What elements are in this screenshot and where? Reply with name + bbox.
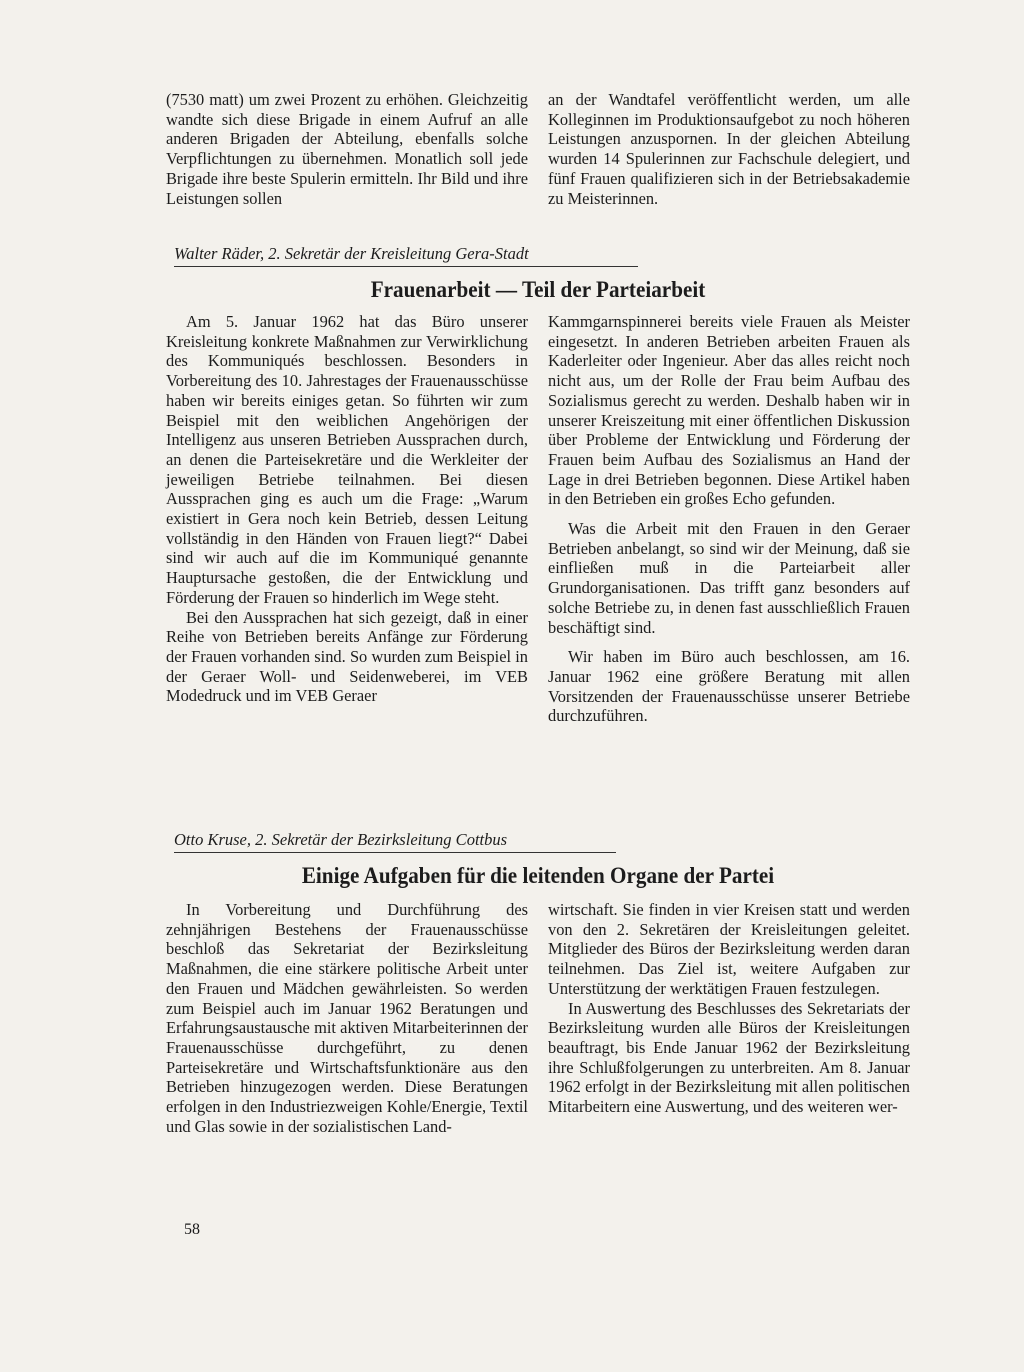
byline-underline [174,852,616,853]
paragraph: (7530 matt) um zwei Prozent zu erhöhen. Gleichzeitig wandte sich diese Brigade in einem Aufruf an alle anderen Brigaden der Abteilung, ebenfalls solche Verpflichtungen zu übernehmen. Monatlich soll jede Brigade ihre beste Spulerin ermitteln. Ihr Bild und ihre Leistungen sollen [166,90,528,208]
column-right [548,312,910,726]
column-right [548,90,910,208]
paragraph: Wir haben im Büro auch beschlossen, am 16. Januar 1962 eine größere Beratung mit allen Vorsitzenden der Frauenausschüsse unserer Betriebe durchzuführen. [548,647,910,726]
article-headline: Einige Aufgaben für die leitenden Organe der Partei [301,863,775,888]
article-body [166,900,910,1136]
column-left [166,90,528,208]
column-left [166,312,528,726]
paragraph: Bei den Aussprachen hat sich gezeigt, daß in einer Reihe von Betrieben bereits Anfänge zur Förderung der Frauen vorhanden sind. So wurden zum Beispiel in der Geraer Woll- und Seidenweberei, im VEB Modedruck und im VEB Geraer [166,607,528,706]
page-number: 58 [184,1221,200,1238]
paragraph: wirtschaft. Sie finden in vier Kreisen statt und werden von den 2. Sekretären der Kreisleitungen geleitet. Mitglieder des Büros der Bezirksleitung werden daran teilnehmen. Das Ziel ist, weitere Aufgaben zur Unterstützung der werktätigen Frauen festzulegen. [548,900,910,998]
column-left [166,900,528,1136]
article-headline: Frauenarbeit — Teil der Parteiarbeit [370,277,706,302]
article-continuation [166,90,910,208]
paragraph: Kammgarnspinnerei bereits viele Frauen als Meister eingesetzt. In anderen Betrieben arbeiten Frauen als Kaderleiter oder Ingenieur. Aber das alles reicht noch nicht aus, um der Rolle der Frau beim Aufbau des Sozialismus gerecht zu werden. Deshalb haben wir in unserer Kreiszeitung mit einer öffentlichen Diskussion über Probleme der Entwicklung und Förderung der Frauen beim Aufbau des Sozialismus an Hand der Lage in drei Betrieben begonnen. Diese Artikel haben in den Betrieben ein großes Echo gefunden. [548,312,910,509]
paragraph: an der Wandtafel veröffentlicht werden, um alle Kolleginnen im Produktionsaufgebot zu noch höheren Leistungen anzuspornen. In der gleichen Abteilung wurden 14 Spulerinnen zur Fachschule delegiert, und fünf Frauen qualifizieren sich in der Betriebsakademie zu Meisterinnen. [548,90,910,208]
byline-author: Walter Räder, 2. Sekretär der Kreisleitung Gera-Stadt [174,244,529,263]
paragraph: Am 5. Januar 1962 hat das Büro unserer Kreisleitung konkrete Maßnahmen zur Verwirklichung des Kommuniqués beschlossen. Besonders in Vorbereitung des 10. Jahrestages der Frauenausschüsse haben wir bereits einiges getan. So führten wir zum Beispiel mit den weiblichen Angehörigen der Intelligenz aus unseren Betrieben Aussprachen durch, an denen die Parteisekretäre und die Werkleiter der jeweiligen Betriebe teilnahmen. Bei diesen Aussprachen ging es auch um die Frage: „Warum existiert in Gera noch kein Betrieb, dessen Leitung vollständig in den Händen von Frauen liegt?“ Dabei sind wir auch auf die im Kommuniqué genannte Hauptursache gestoßen, die der Entwicklung und Förderung der Frauen so hinderlich im Wege steht. [166,312,528,607]
paragraph: Was die Arbeit mit den Frauen in den Geraer Betrieben anbelangt, so sind wir der Meinung, daß sie einfließen muß in die Parteiarbeit aller Grundorganisationen. Das trifft ganz besonders auf solche Betriebe zu, in denen fast ausschließlich Frauen beschäftigt sind. [548,519,910,637]
paragraph: In Auswertung des Beschlusses des Sekretariats der Bezirksleitung wurden alle Büros der Kreisleitungen beauftragt, bis Ende Januar 1962 der Bezirksleitung ihre Schlußfolgerungen zu unterbreiten. Am 8. Januar 1962 erfolgt in der Bezirksleitung mit allen politischen Mitarbeitern eine Auswertung, und des weiteren wer- [548,998,910,1117]
paragraph: In Vorbereitung und Durchführung des zehnjährigen Bestehens der Frauenausschüsse beschloß das Sekretariat der Bezirksleitung Maßnahmen, die eine stärkere politische Arbeit unter den Frauen und Mädchen gewährleisten. So werden zum Beispiel auch im Januar 1962 Beratungen und Erfahrungsaustausche mit aktiven Mitarbeiterinnen der Frauenausschüsse durchgeführt, zu denen Parteisekretäre und Wirtschaftsfunktionäre aus den Betrieben hinzugezogen werden. Diese Beratungen erfolgen in den Industriezweigen Kohle/Energie, Textil und Glas sowie in der sozialistischen Land- [166,900,528,1136]
column-right [548,900,910,1136]
byline-underline [174,266,638,267]
byline-author: Otto Kruse, 2. Sekretär der Bezirksleitung Cottbus [174,830,508,849]
article-body [166,312,910,726]
